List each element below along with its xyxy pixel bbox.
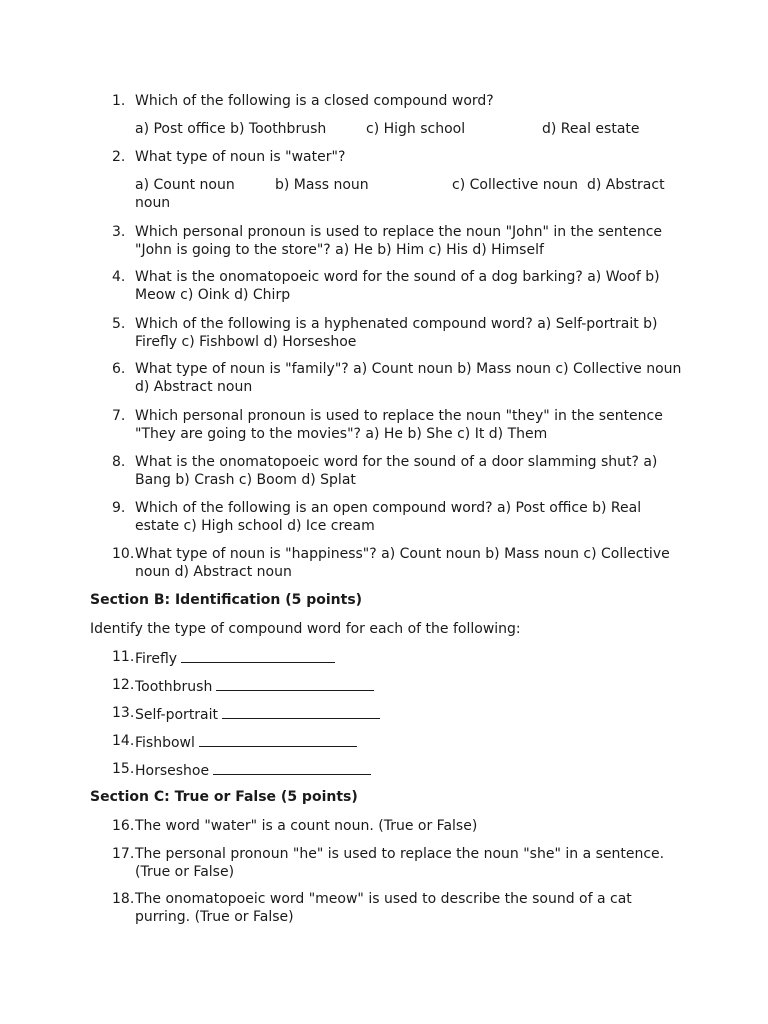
section-c-heading: Section C: True or False (5 points)	[90, 789, 358, 805]
option-c: c) Collective noun	[452, 177, 578, 193]
question-number: 8.	[112, 454, 126, 470]
answer-blank[interactable]	[199, 732, 357, 747]
item-number: 13.	[112, 705, 135, 721]
item-text: The word "water" is a count noun. (True or False)	[135, 818, 478, 834]
answer-blank[interactable]	[216, 676, 374, 691]
question-text: Which of the following is a hyphenated compound word? a) Self-portrait b) Firefly c) Fishbowl d) Horseshoe	[135, 316, 658, 350]
item-text: The personal pronoun "he" is used to replace the noun "she" in a sentence. (True or False)	[135, 846, 665, 880]
answer-blank[interactable]	[222, 704, 380, 719]
item-number: 17.	[112, 846, 135, 862]
question-text: Which of the following is an open compound word? a) Post office b) Real estate c) High school d) Ice cream	[135, 500, 642, 534]
option-d: d) Abstract	[587, 177, 665, 193]
item-text: Horseshoe	[135, 763, 210, 779]
item-text: Fishbowl	[135, 735, 195, 751]
item-number: 11.	[112, 649, 135, 665]
question-number: 7.	[112, 408, 126, 424]
question-number: 10.	[112, 546, 135, 562]
option-d-continued: noun	[135, 195, 171, 211]
question-text: Which personal pronoun is used to replace the noun "they" in the sentence "They are going to the movies"? a) He b) She c) It d) Them	[135, 408, 663, 442]
answer-blank[interactable]	[213, 760, 371, 775]
question-number: 9.	[112, 500, 126, 516]
item-text: Self-portrait	[135, 707, 219, 723]
question-text: Which of the following is a closed compound word?	[135, 93, 494, 109]
section-b-instruction: Identify the type of compound word for each of the following:	[90, 621, 521, 637]
question-2-options	[135, 176, 685, 212]
item-number: 16.	[112, 818, 135, 834]
answer-blank[interactable]	[181, 648, 335, 663]
question-text: What type of noun is "water"?	[135, 149, 346, 165]
question-text: What type of noun is "happiness"? a) Count noun b) Mass noun c) Collective noun d) Abstract noun	[135, 546, 670, 580]
question-number: 3.	[112, 224, 126, 240]
question-number: 5.	[112, 316, 126, 332]
question-text: What is the onomatopoeic word for the sound of a door slamming shut? a) Bang b) Crash c) Boom d) Splat	[135, 454, 658, 488]
question-number: 6.	[112, 361, 126, 377]
question-text: Which personal pronoun is used to replace the noun "John" in the sentence "John is going to the store"? a) He b) Him c) His d) Himself	[135, 224, 663, 258]
item-number: 12.	[112, 677, 135, 693]
option-a-b: a) Post office b) Toothbrush	[135, 121, 327, 137]
question-text: What is the onomatopoeic word for the sound of a dog barking? a) Woof b) Meow c) Oink d) Chirp	[135, 269, 660, 303]
item-text: Toothbrush	[135, 679, 213, 695]
option-a: a) Count noun	[135, 177, 235, 193]
question-number: 4.	[112, 269, 126, 285]
question-number: 1.	[112, 93, 126, 109]
section-b-heading: Section B: Identification (5 points)	[90, 592, 363, 608]
question-number: 2.	[112, 149, 126, 165]
item-number: 14.	[112, 733, 135, 749]
item-number: 15.	[112, 761, 135, 777]
option-b: b) Mass noun	[275, 177, 369, 193]
question-text: What type of noun is "family"? a) Count noun b) Mass noun c) Collective noun d) Abstract noun	[135, 361, 682, 395]
option-c: c) High school	[366, 121, 466, 137]
option-d: d) Real estate	[542, 121, 640, 137]
item-number: 18.	[112, 891, 135, 907]
item-text: Firefly	[135, 651, 178, 667]
item-text: The onomatopoeic word "meow" is used to describe the sound of a cat purring. (True or False)	[135, 891, 632, 925]
